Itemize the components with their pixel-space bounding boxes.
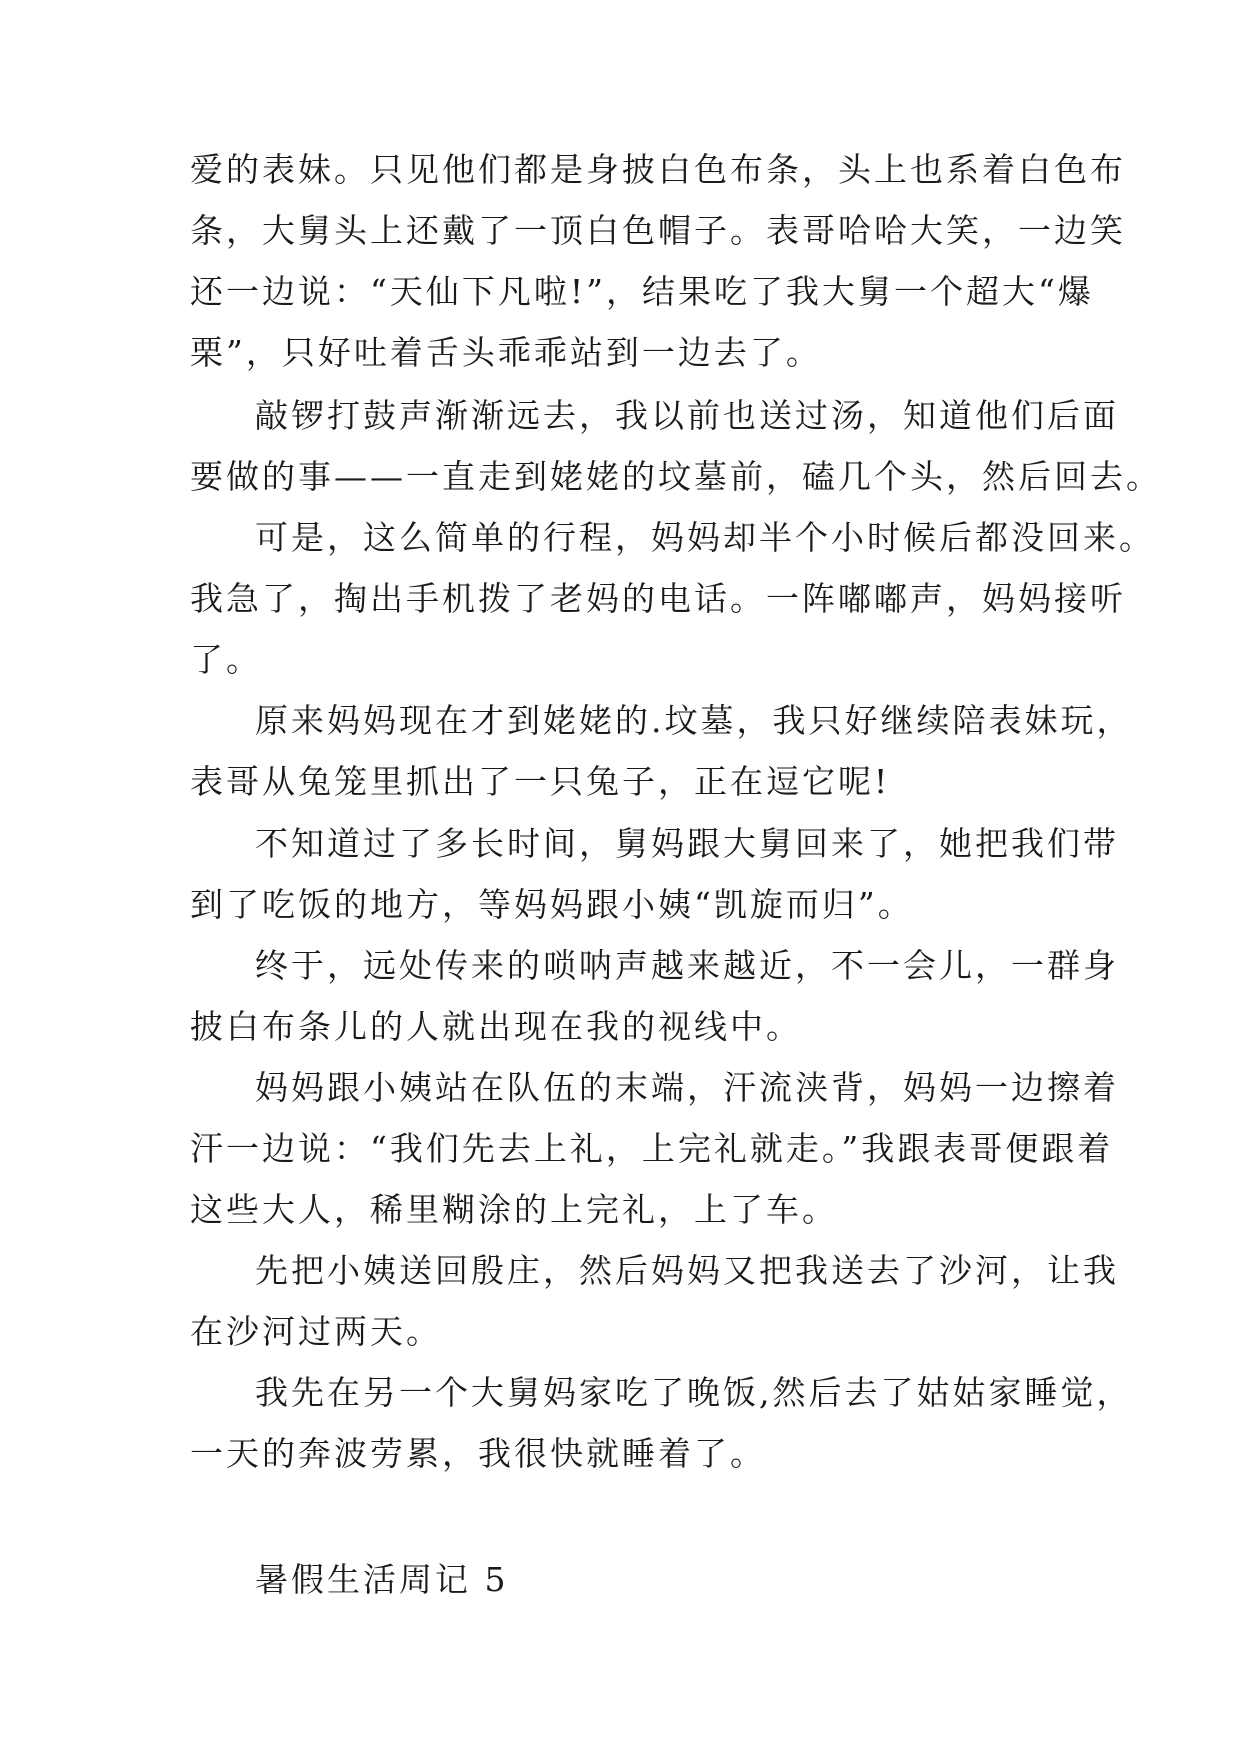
paragraph-line: 条，大舅头上还戴了一顶白色帽子。表哥哈哈大笑，一边笑 (190, 211, 1126, 250)
paragraph-line: 我急了，掏出手机拨了老妈的电话。一阵嘟嘟声，妈妈接听 (190, 579, 1126, 618)
paragraph-line: 原来妈妈现在才到姥姥的.坟墓，我只好继续陪表妹玩， (255, 701, 1133, 740)
section-title: 暑假生活周记 5 (255, 1560, 509, 1599)
paragraph-line: 到了吃饭的地方，等妈妈跟小姨“凯旋而归”。 (190, 885, 914, 924)
paragraph-line: 先把小姨送回殷庄，然后妈妈又把我送去了沙河，让我 (255, 1251, 1119, 1290)
paragraph-line: 披白布条儿的人就出现在我的视线中。 (190, 1007, 802, 1046)
paragraph-line: 汗一边说：“我们先去上礼，上完礼就走。”我跟表哥便跟着 (190, 1129, 1114, 1168)
paragraph-line: 栗”，只好吐着舌头乖乖站到一边去了。 (190, 333, 822, 372)
paragraph-line: 可是，这么简单的行程，妈妈却半个小时候后都没回来。 (255, 518, 1155, 557)
paragraph-line: 一天的奔波劳累，我很快就睡着了。 (190, 1434, 766, 1473)
paragraph-line: 终于，远处传来的唢呐声越来越近，不一会儿，一群身 (255, 946, 1119, 985)
paragraph-line: 妈妈跟小姨站在队伍的末端，汗流浃背，妈妈一边擦着 (255, 1068, 1119, 1107)
paragraph-line: 还一边说：“天仙下凡啦!”，结果吃了我大舅一个超大“爆 (190, 272, 1094, 311)
paragraph-line: 了。 (190, 640, 262, 679)
paragraph-line: 敲锣打鼓声渐渐远去，我以前也送过汤，知道他们后面 (255, 396, 1119, 435)
paragraph-line: 我先在另一个大舅妈家吃了晚饭,然后去了姑姑家睡觉， (255, 1373, 1133, 1412)
paragraph-line: 表哥从兔笼里抓出了一只兔子，正在逗它呢! (190, 762, 891, 801)
paragraph-line: 要做的事——一直走到姥姥的坟墓前，磕几个头，然后回去。 (190, 457, 1162, 496)
paragraph-line: 爱的表妹。只见他们都是身披白色布条，头上也系着白色布 (190, 150, 1126, 189)
paragraph-line: 这些大人，稀里糊涂的上完礼，上了车。 (190, 1190, 838, 1229)
paragraph-line: 在沙河过两天。 (190, 1312, 442, 1351)
paragraph-line: 不知道过了多长时间，舅妈跟大舅回来了，她把我们带 (255, 824, 1119, 863)
